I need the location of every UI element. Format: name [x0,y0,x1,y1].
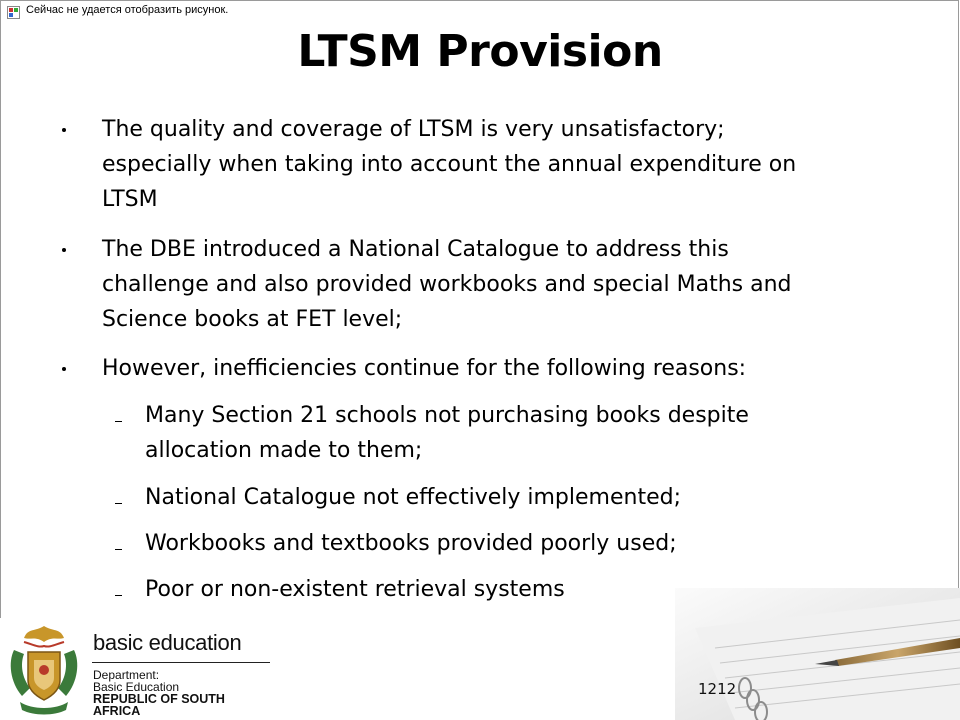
bullet-line: challenge and also provided workbooks and special Maths and [102,272,792,297]
logo-dept-line: Basic Education [93,680,180,694]
department-logo [0,618,272,720]
dash-icon [115,595,122,596]
page-number: 1212 [698,680,737,698]
sub-bullet-line: Workbooks and textbooks provided poorly used; [145,531,677,556]
dash-icon [115,421,122,422]
bullet-line: especially when taking into account the annual expenditure on [102,152,797,177]
logo-dept-line: REPUBLIC OF SOUTH AFRICA [93,692,225,718]
notebook-pen-illustration [675,588,960,720]
notebook-pen-photo [675,588,960,720]
logo-dept-line: Department: [93,668,160,682]
bullet-line: However, inefficiencies continue for the following reasons: [102,356,747,381]
logo-department-text [93,669,272,717]
bullet-dot-icon [62,248,66,252]
bullet-line: Science books at FET level; [102,307,403,332]
bullet-line: The DBE introduced a National Catalogue to address this [102,237,729,262]
slide-title: LTSM Provision [297,26,663,77]
dash-icon [115,503,122,504]
broken-image-message: Сейчас не удается отобразить рисунок. [26,4,229,16]
bullet-dot-icon [62,128,66,132]
sub-bullet-line: National Catalogue not effectively implemented; [145,485,681,510]
bullet-line: LTSM [102,187,158,212]
dash-icon [115,549,122,550]
sub-bullet-line: Many Section 21 schools not purchasing books despite [145,403,749,428]
sub-bullet-line: allocation made to them; [145,438,423,463]
sub-bullet-text [145,480,845,515]
bullet-text [102,351,892,386]
bullet-text [102,232,892,337]
broken-image-icon [7,6,20,19]
sub-bullet-line: Poor or non-existent retrieval systems [145,577,565,602]
bullet-text [102,112,892,217]
sub-bullet-text [145,526,845,561]
coat-of-arms-icon [2,622,87,718]
logo-divider [92,662,270,663]
bullet-line: The quality and coverage of LTSM is very unsatisfactory; [102,117,725,142]
logo-title: basic education [93,630,242,655]
sub-bullet-text [145,398,845,468]
bullet-dot-icon [62,367,66,371]
